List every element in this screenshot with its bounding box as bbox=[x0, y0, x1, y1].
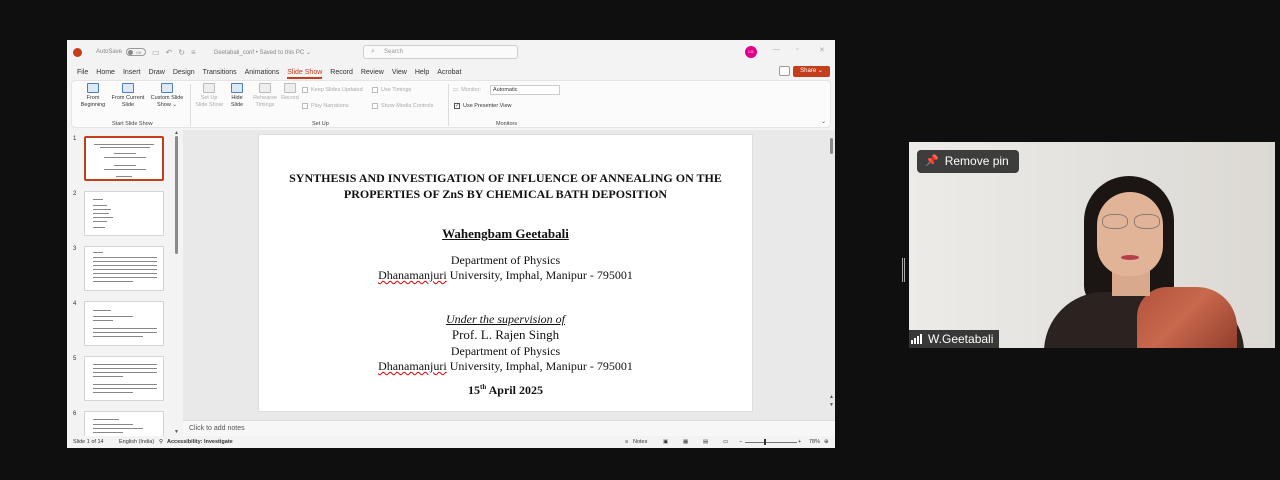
supervision-heading[interactable]: Under the supervision of bbox=[446, 312, 565, 326]
thumb-text-line bbox=[93, 265, 157, 266]
use-presenter-view-checkbox[interactable] bbox=[454, 103, 512, 109]
participant-lips bbox=[1121, 255, 1139, 260]
slide-thumbnails-pane bbox=[67, 130, 182, 436]
document-title[interactable]: Geetabali_conf • Saved to this PC ⌄ bbox=[213, 49, 311, 56]
slide-sorter-icon[interactable]: ▦ bbox=[683, 439, 689, 445]
participant-video-tile[interactable] bbox=[909, 142, 1275, 348]
thumb-text-line bbox=[93, 221, 107, 222]
from-beginning-icon bbox=[87, 83, 99, 93]
thumb-text-line bbox=[93, 227, 105, 228]
search-icon: ⌕ bbox=[371, 48, 375, 55]
from-current-label: From Current Slide bbox=[111, 95, 145, 108]
remove-pin-label: Remove pin bbox=[944, 154, 1009, 168]
slide-thumbnail[interactable] bbox=[84, 301, 164, 346]
checkbox-box bbox=[372, 87, 378, 93]
play-narrations-checkbox[interactable] bbox=[302, 103, 349, 109]
thumb-text-line bbox=[93, 432, 123, 433]
checkbox-box bbox=[454, 103, 460, 109]
custom-show-label: Custom Slide Show ⌄ bbox=[150, 95, 184, 108]
thumb-text-line bbox=[100, 147, 150, 148]
thumb-text-line bbox=[93, 269, 157, 270]
thumb-text-line bbox=[93, 368, 157, 369]
thumb-text-line bbox=[93, 257, 157, 258]
customize-toolbar-icon[interactable]: ≡ bbox=[191, 47, 196, 57]
thumbnail-row[interactable] bbox=[67, 246, 182, 294]
previous-slide-icon[interactable]: ▲ bbox=[829, 394, 834, 400]
university-rest: University, Imphal, Manipur - 795001 bbox=[446, 359, 633, 373]
show-media-label: Show Media Controls bbox=[381, 103, 434, 109]
thumb-text-line bbox=[93, 336, 143, 337]
play-narrations-label: Play Narrations bbox=[311, 103, 349, 109]
slide-scrollbar[interactable] bbox=[830, 138, 833, 154]
thumbnail-number: 3 bbox=[73, 246, 77, 252]
thumbnails-scrollbar[interactable] bbox=[175, 136, 178, 254]
thumb-text-line bbox=[93, 252, 103, 253]
university-name: Dhanamanjuri bbox=[378, 268, 447, 282]
from-beginning-label: From Beginning bbox=[80, 95, 106, 108]
monitor-label bbox=[453, 87, 481, 93]
thumb-text-line bbox=[93, 384, 157, 385]
thumb-text-line bbox=[93, 261, 157, 262]
university-name: Dhanamanjuri bbox=[378, 359, 447, 373]
thumb-text-line bbox=[93, 328, 157, 329]
zoom-in-icon[interactable]: + bbox=[798, 439, 802, 445]
supervisor-department[interactable]: Department of Physics bbox=[450, 344, 561, 358]
thumbnail-row[interactable] bbox=[67, 411, 182, 436]
thumb-text-line bbox=[104, 157, 146, 158]
zoom-level[interactable]: 78% bbox=[809, 439, 821, 445]
tab-animations[interactable]: Animations bbox=[244, 68, 280, 76]
presentation-date[interactable] bbox=[259, 383, 752, 398]
notes-input[interactable]: Click to add notes bbox=[183, 420, 835, 436]
group-set-up: Set Up bbox=[312, 121, 329, 127]
thumb-text-line bbox=[93, 277, 157, 278]
checkbox-box bbox=[372, 103, 378, 109]
thumb-text-line bbox=[93, 320, 113, 321]
comments-icon[interactable] bbox=[779, 66, 790, 76]
thumb-text-line bbox=[104, 169, 146, 170]
keep-slides-updated-checkbox[interactable] bbox=[302, 87, 363, 93]
from-beginning-button[interactable] bbox=[78, 83, 108, 109]
tab-help[interactable]: Help bbox=[414, 68, 430, 76]
ribbon-tabs bbox=[67, 64, 835, 80]
remove-pin-button[interactable] bbox=[917, 150, 1019, 173]
zoom-slider[interactable] bbox=[745, 442, 797, 443]
collapse-ribbon-icon[interactable]: ⌄ bbox=[820, 119, 826, 125]
thumbnail-number: 4 bbox=[73, 301, 77, 307]
record-icon bbox=[284, 83, 296, 93]
status-bar bbox=[67, 437, 835, 448]
thumb-text-line bbox=[93, 364, 157, 365]
monitor-select[interactable]: Automatic bbox=[490, 85, 560, 95]
university-rest: University, Imphal, Manipur - 795001 bbox=[446, 268, 633, 282]
setup-show-icon bbox=[203, 83, 215, 93]
tab-draw[interactable]: Draw bbox=[148, 68, 165, 76]
scroll-up-icon[interactable]: ▲ bbox=[174, 130, 179, 136]
participant-face bbox=[1097, 192, 1163, 276]
slide-thumbnail[interactable] bbox=[84, 356, 164, 401]
tab-acrobat[interactable]: Acrobat bbox=[437, 68, 462, 76]
show-media-controls-checkbox[interactable] bbox=[372, 103, 433, 109]
setup-slide-show-button[interactable] bbox=[194, 83, 224, 109]
powerpoint-logo-icon bbox=[73, 48, 82, 57]
thumbnail-row[interactable] bbox=[67, 301, 182, 349]
zoom-slider-handle[interactable] bbox=[764, 439, 766, 445]
monitor-label-text: Monitor: bbox=[461, 87, 482, 93]
date-suffix: th bbox=[480, 383, 487, 391]
tab-home[interactable]: Home bbox=[96, 68, 115, 76]
signal-strength-icon bbox=[911, 334, 923, 344]
rehearse-icon bbox=[259, 83, 271, 93]
custom-slide-show-button[interactable] bbox=[150, 83, 184, 109]
university-address[interactable] bbox=[259, 268, 752, 283]
setup-show-label: Set Up Slide Show bbox=[195, 95, 223, 108]
powerpoint-window bbox=[67, 40, 835, 448]
hide-slide-label: Hide Slide bbox=[230, 95, 244, 108]
thumb-text-line bbox=[93, 424, 133, 425]
tab-design[interactable]: Design bbox=[172, 68, 195, 76]
save-icon[interactable]: ▭ bbox=[152, 47, 160, 57]
tab-slide-show[interactable]: Slide Show bbox=[287, 68, 323, 76]
thumb-text-line bbox=[93, 419, 119, 420]
search-placeholder: Search bbox=[384, 49, 404, 55]
hide-slide-icon bbox=[231, 83, 243, 93]
thumb-text-line bbox=[93, 213, 109, 214]
share-button[interactable]: Share ⌄ bbox=[793, 66, 830, 77]
undo-icon[interactable]: ↶ bbox=[165, 47, 173, 57]
slide-thumbnail[interactable] bbox=[84, 411, 164, 436]
checkbox-box bbox=[302, 87, 308, 93]
minimize-icon[interactable]: — bbox=[773, 46, 780, 53]
date-rest: April 2025 bbox=[486, 383, 543, 397]
participant-glasses bbox=[1099, 214, 1161, 228]
close-icon[interactable]: ✕ bbox=[819, 47, 825, 54]
thumbnail-number: 6 bbox=[73, 411, 77, 417]
slide-thumbnail[interactable] bbox=[84, 136, 164, 181]
notes-toggle-icon[interactable]: ≡ bbox=[625, 439, 629, 445]
date-day: 15 bbox=[468, 383, 481, 397]
restore-icon[interactable]: ▫ bbox=[796, 46, 799, 53]
autosave-toggle[interactable]: Off bbox=[126, 48, 146, 56]
thumb-text-line bbox=[93, 199, 103, 200]
group-start-slide-show: Start Slide Show bbox=[112, 121, 153, 127]
thumb-text-line bbox=[93, 273, 157, 274]
department[interactable]: Department of Physics bbox=[450, 253, 561, 267]
language-indicator[interactable]: English (India) bbox=[119, 439, 155, 445]
reading-view-icon[interactable]: ▤ bbox=[703, 439, 709, 445]
tab-file[interactable]: File bbox=[77, 68, 89, 76]
normal-view-icon[interactable]: ▣ bbox=[663, 439, 669, 445]
slide-thumbnail[interactable] bbox=[84, 191, 164, 236]
group-divider bbox=[190, 84, 191, 126]
thumb-text-line bbox=[114, 153, 136, 154]
thumb-text-line bbox=[93, 316, 133, 317]
thumb-text-line bbox=[94, 144, 154, 145]
slide-title-line1: SYNTHESIS AND INVESTIGATION OF INFLUENCE OF ANNEALING ON THE bbox=[289, 171, 722, 185]
pane-resize-handle[interactable] bbox=[902, 258, 905, 282]
thumbnail-number: 1 bbox=[73, 136, 77, 142]
custom-show-icon bbox=[161, 83, 173, 93]
thumbnail-row[interactable] bbox=[67, 136, 182, 184]
tab-record[interactable]: Record bbox=[330, 68, 353, 76]
thumb-text-line bbox=[93, 332, 157, 333]
slide-title[interactable] bbox=[259, 170, 752, 202]
thumb-text-line bbox=[93, 209, 111, 210]
supervisor-university[interactable] bbox=[259, 359, 752, 374]
tab-review[interactable]: Review bbox=[360, 68, 384, 76]
from-current-slide-button[interactable] bbox=[110, 83, 146, 109]
notes-button[interactable]: Notes bbox=[633, 439, 648, 445]
accessibility-status[interactable]: Accessibility: Investigate bbox=[167, 439, 233, 445]
thumb-text-line bbox=[93, 310, 111, 311]
slideshow-view-icon[interactable]: ▭ bbox=[723, 439, 729, 445]
slide-canvas[interactable] bbox=[258, 134, 753, 412]
pin-icon: 📌 bbox=[925, 155, 939, 167]
supervisor-name[interactable]: Prof. L. Rajen Singh bbox=[451, 327, 560, 342]
thumb-text-line bbox=[93, 372, 157, 373]
thumb-text-line bbox=[93, 205, 107, 206]
title-bar bbox=[67, 40, 835, 64]
rehearse-label: Rehearse Timings bbox=[253, 95, 277, 108]
thumbnail-row[interactable] bbox=[67, 356, 182, 404]
participant-name-tag bbox=[909, 330, 999, 348]
tab-transitions[interactable]: Transitions bbox=[202, 68, 237, 76]
checkbox-box bbox=[302, 103, 308, 109]
thumb-text-line bbox=[93, 376, 123, 377]
thumbnail-row[interactable] bbox=[67, 191, 182, 239]
participant-name: W.Geetabali bbox=[928, 332, 994, 346]
group-monitors: Monitors bbox=[496, 121, 518, 127]
thumb-text-line bbox=[93, 392, 133, 393]
author-name[interactable]: Wahengbam Geetabali bbox=[442, 226, 569, 241]
group-divider bbox=[448, 84, 449, 126]
redo-icon[interactable]: ↻ bbox=[178, 47, 185, 57]
thumbnail-number: 2 bbox=[73, 191, 77, 197]
thumb-text-line bbox=[93, 428, 143, 429]
monitor-icon: ▭ bbox=[453, 87, 459, 93]
thumbnail-number: 5 bbox=[73, 356, 77, 362]
use-timings-checkbox[interactable] bbox=[372, 87, 411, 93]
ribbon bbox=[71, 80, 831, 128]
thumb-text-line bbox=[116, 176, 132, 177]
slide-title-line2: PROPERTIES OF ZnS BY CHEMICAL BATH DEPOSITION bbox=[343, 187, 668, 201]
rehearse-timings-button[interactable] bbox=[252, 83, 278, 109]
participant-sari bbox=[1137, 287, 1237, 348]
record-button[interactable] bbox=[280, 83, 300, 102]
scroll-down-icon[interactable]: ▼ bbox=[174, 429, 179, 435]
hide-slide-button[interactable] bbox=[226, 83, 248, 109]
keep-updated-label: Keep Slides Updated bbox=[311, 87, 363, 93]
tab-insert[interactable]: Insert bbox=[122, 68, 141, 76]
record-label: Record bbox=[281, 95, 299, 101]
accessibility-icon[interactable]: ⚲ bbox=[159, 439, 164, 445]
slide-counter[interactable]: Slide 1 of 14 bbox=[73, 439, 104, 445]
from-current-icon bbox=[122, 83, 134, 93]
avatar[interactable]: LG bbox=[745, 46, 757, 58]
thumb-text-line bbox=[93, 388, 157, 389]
tab-view[interactable]: View bbox=[391, 68, 407, 76]
search-input[interactable] bbox=[363, 45, 518, 59]
autosave-label: AutoSave bbox=[96, 49, 123, 55]
use-timings-label: Use Timings bbox=[381, 87, 412, 93]
zoom-out-icon[interactable]: − bbox=[739, 439, 743, 445]
slide-thumbnail[interactable] bbox=[84, 246, 164, 291]
thumb-text-line bbox=[93, 281, 133, 282]
presenter-view-label: Use Presenter View bbox=[463, 103, 512, 109]
thumb-text-line bbox=[93, 217, 113, 218]
next-slide-icon[interactable]: ▼ bbox=[829, 402, 834, 408]
thumb-text-line bbox=[114, 165, 136, 166]
fit-to-window-icon[interactable]: ⊕ bbox=[824, 439, 829, 445]
